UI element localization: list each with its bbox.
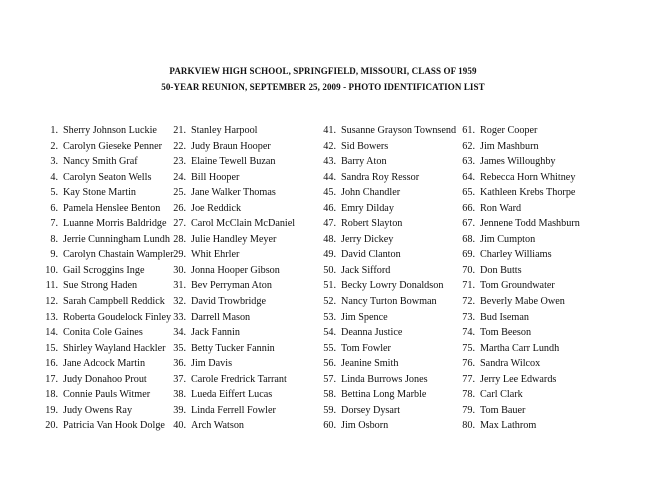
person-name: Connie Pauls Witmer bbox=[63, 389, 151, 401]
person-name: Sandra Wilcox bbox=[480, 358, 541, 370]
document-subtitle: 50-YEAR REUNION, SEPTEMBER 25, 2009 - PHOTO IDENTIFICATION LIST bbox=[161, 82, 485, 92]
person-name: Jim Cumpton bbox=[480, 233, 536, 245]
item-number: 50. bbox=[323, 264, 336, 276]
item-number: 30. bbox=[173, 264, 186, 276]
person-name: Tom Beeson bbox=[480, 327, 532, 339]
person-name: Bettina Long Marble bbox=[341, 389, 427, 401]
item-number: 31. bbox=[173, 280, 186, 292]
item-number: 29. bbox=[173, 249, 186, 261]
person-name: Judy Braun Hooper bbox=[191, 140, 271, 152]
person-name: Becky Lowry Donaldson bbox=[341, 280, 444, 292]
person-name: Susanne Grayson Townsend bbox=[341, 125, 457, 136]
person-name: Linda Ferrell Fowler bbox=[191, 404, 276, 416]
item-number: 49. bbox=[323, 249, 336, 261]
person-name: Nancy Turton Bowman bbox=[341, 296, 437, 308]
person-name: Jerry Lee Edwards bbox=[480, 373, 557, 385]
item-number: 23. bbox=[173, 156, 186, 168]
person-name: Carol McClain McDaniel bbox=[191, 218, 296, 230]
item-number: 63. bbox=[462, 156, 475, 168]
person-name: Roberta Goudelock Finley bbox=[63, 311, 172, 323]
person-name: Luanne Morris Baldridge bbox=[63, 218, 167, 230]
person-name: Jane Adcock Martin bbox=[63, 358, 146, 370]
item-number: 43. bbox=[323, 156, 336, 168]
item-number: 40. bbox=[173, 420, 186, 432]
person-name: Pamela Henslee Benton bbox=[63, 202, 161, 214]
item-number: 27. bbox=[173, 218, 186, 230]
person-name: Don Butts bbox=[480, 264, 522, 276]
person-name: Jane Walker Thomas bbox=[191, 187, 276, 199]
item-number: 68. bbox=[462, 233, 475, 245]
person-name: Max Lathrom bbox=[480, 420, 537, 432]
person-name: Bill Hooper bbox=[191, 171, 240, 183]
person-name: Whit Ehrler bbox=[191, 249, 240, 261]
person-name: Robert Slayton bbox=[341, 218, 403, 230]
item-number: 1. bbox=[50, 125, 58, 136]
person-name: Sarah Campbell Reddick bbox=[63, 296, 165, 308]
person-name: Tom Fowler bbox=[341, 342, 391, 354]
person-name: Jerrie Cunningham Lundh bbox=[63, 233, 170, 245]
item-number: 53. bbox=[323, 311, 336, 323]
item-number: 45. bbox=[323, 187, 336, 199]
person-name: Joe Reddick bbox=[191, 202, 242, 214]
item-number: 60. bbox=[323, 420, 336, 432]
item-number: 46. bbox=[323, 202, 336, 214]
item-number: 10. bbox=[45, 264, 58, 276]
person-name: Bud Iseman bbox=[480, 311, 529, 323]
item-number: 47. bbox=[323, 218, 336, 230]
person-name: Shirley Wayland Hackler bbox=[63, 342, 166, 354]
person-name: Nancy Smith Graf bbox=[63, 156, 138, 168]
item-number: 26. bbox=[173, 202, 186, 214]
item-number: 56. bbox=[323, 358, 336, 370]
item-number: 33. bbox=[173, 311, 186, 323]
person-name: Emry Dilday bbox=[341, 202, 394, 214]
item-number: 34. bbox=[173, 327, 186, 339]
item-number: 51. bbox=[323, 280, 336, 292]
person-name: Ron Ward bbox=[480, 202, 522, 214]
item-number: 54. bbox=[323, 327, 336, 339]
person-name: Conita Cole Gaines bbox=[63, 327, 143, 339]
person-name: Linda Burrows Jones bbox=[341, 373, 428, 385]
person-name: Arch Watson bbox=[191, 420, 245, 432]
item-number: 4. bbox=[50, 171, 58, 183]
person-name: Betty Tucker Fannin bbox=[191, 342, 275, 354]
item-number: 25. bbox=[173, 187, 186, 199]
item-number: 8. bbox=[50, 233, 58, 245]
person-name: Patricia Van Hook Dolge bbox=[63, 420, 165, 432]
item-number: 37. bbox=[173, 373, 186, 385]
person-name: Sid Bowers bbox=[341, 140, 389, 152]
item-number: 18. bbox=[45, 389, 58, 401]
person-name: Roger Cooper bbox=[480, 125, 538, 136]
person-name: Bev Perryman Aton bbox=[191, 280, 272, 292]
item-number: 74. bbox=[462, 327, 475, 339]
item-number: 6. bbox=[50, 202, 58, 214]
person-name: Jerry Dickey bbox=[341, 233, 394, 245]
person-name: Sherry Johnson Luckie bbox=[63, 125, 157, 136]
person-name: Jack Sifford bbox=[341, 264, 391, 276]
person-name: Charley Williams bbox=[480, 249, 552, 261]
item-number: 66. bbox=[462, 202, 475, 214]
item-number: 48. bbox=[323, 233, 336, 245]
person-name: Carole Fredrick Tarrant bbox=[191, 373, 287, 385]
item-number: 44. bbox=[323, 171, 336, 183]
item-number: 7. bbox=[50, 218, 58, 230]
person-name: Jeanine Smith bbox=[341, 358, 399, 370]
item-number: 21. bbox=[173, 125, 186, 136]
document-title: PARKVIEW HIGH SCHOOL, SPRINGFIELD, MISSOURI, CLASS OF 1959 bbox=[169, 66, 477, 76]
item-number: 59. bbox=[323, 404, 336, 416]
item-number: 76. bbox=[462, 358, 475, 370]
person-name: Tom Groundwater bbox=[480, 280, 555, 292]
person-name: Carolyn Gieseke Penner bbox=[63, 140, 163, 152]
item-number: 75. bbox=[462, 342, 475, 354]
item-number: 72. bbox=[462, 296, 475, 308]
item-number: 13. bbox=[45, 311, 58, 323]
item-number: 41. bbox=[323, 125, 336, 136]
person-name: Barry Aton bbox=[341, 156, 387, 168]
item-number: 11. bbox=[45, 280, 58, 292]
item-number: 22. bbox=[173, 140, 186, 152]
item-number: 61. bbox=[462, 125, 475, 136]
item-number: 5. bbox=[50, 187, 58, 199]
item-number: 32. bbox=[173, 296, 186, 308]
item-number: 71. bbox=[462, 280, 475, 292]
item-number: 28. bbox=[173, 233, 186, 245]
person-name: Jack Fannin bbox=[191, 327, 240, 339]
person-name: John Chandler bbox=[341, 187, 401, 199]
person-name: Jim Mashburn bbox=[480, 140, 539, 152]
person-name: Jim Spence bbox=[341, 311, 388, 323]
person-name: Kay Stone Martin bbox=[63, 187, 136, 199]
item-number: 80. bbox=[462, 420, 475, 432]
person-name: Jim Davis bbox=[191, 358, 233, 370]
person-name: Sue Strong Haden bbox=[63, 280, 138, 292]
person-name: Rebecca Horn Whitney bbox=[480, 171, 576, 183]
person-name: Sandra Roy Ressor bbox=[341, 171, 420, 183]
item-number: 9. bbox=[50, 249, 58, 261]
item-number: 52. bbox=[323, 296, 336, 308]
person-name: Elaine Tewell Buzan bbox=[191, 156, 276, 168]
item-number: 24. bbox=[173, 171, 186, 183]
person-name: Darrell Mason bbox=[191, 311, 251, 323]
item-number: 12. bbox=[45, 296, 58, 308]
item-number: 2. bbox=[50, 140, 58, 152]
item-number: 3. bbox=[50, 156, 58, 168]
person-name: Jennene Todd Mashburn bbox=[480, 218, 580, 230]
item-number: 17. bbox=[45, 373, 58, 385]
person-name: Stanley Harpool bbox=[191, 125, 258, 136]
item-number: 38. bbox=[173, 389, 186, 401]
person-name: Judy Donahoo Prout bbox=[63, 373, 147, 385]
item-number: 79. bbox=[462, 404, 475, 416]
item-number: 67. bbox=[462, 218, 475, 230]
person-name: Jonna Hooper Gibson bbox=[191, 264, 280, 276]
item-number: 20. bbox=[45, 420, 58, 432]
item-number: 73. bbox=[462, 311, 475, 323]
document-header bbox=[0, 63, 646, 95]
item-number: 57. bbox=[323, 373, 336, 385]
person-name: Carolyn Seaton Wells bbox=[63, 171, 152, 183]
item-number: 36. bbox=[173, 358, 186, 370]
person-name: Jim Osborn bbox=[341, 420, 389, 432]
person-name: Judy Owens Ray bbox=[63, 404, 133, 416]
person-name: Carolyn Chastain Wampler bbox=[63, 249, 174, 261]
item-number: 64. bbox=[462, 171, 475, 183]
item-number: 16. bbox=[45, 358, 58, 370]
item-number: 69. bbox=[462, 249, 475, 261]
item-number: 77. bbox=[462, 373, 475, 385]
item-number: 58. bbox=[323, 389, 336, 401]
item-number: 39. bbox=[173, 404, 186, 416]
person-name: Martha Carr Lundh bbox=[480, 342, 560, 354]
person-name: Deanna Justice bbox=[341, 327, 403, 339]
item-number: 19. bbox=[45, 404, 58, 416]
item-number: 70. bbox=[462, 264, 475, 276]
item-number: 15. bbox=[45, 342, 58, 354]
person-name: Julie Handley Meyer bbox=[191, 233, 277, 245]
item-number: 55. bbox=[323, 342, 336, 354]
person-name: David Clanton bbox=[341, 249, 401, 261]
person-name: Carl Clark bbox=[480, 389, 523, 401]
item-number: 35. bbox=[173, 342, 186, 354]
person-name: Kathleen Krebs Thorpe bbox=[480, 187, 576, 199]
item-number: 14. bbox=[45, 327, 58, 339]
person-name: Dorsey Dysart bbox=[341, 404, 401, 416]
item-number: 65. bbox=[462, 187, 475, 199]
item-number: 78. bbox=[462, 389, 475, 401]
person-name: Lueda Eiffert Lucas bbox=[191, 389, 273, 401]
person-name: Gail Scroggins Inge bbox=[63, 264, 145, 276]
person-name: David Trowbridge bbox=[191, 296, 266, 308]
item-number: 42. bbox=[323, 140, 336, 152]
person-name: Beverly Mabe Owen bbox=[480, 296, 565, 308]
person-name: Tom Bauer bbox=[480, 404, 526, 416]
person-name: James Willoughby bbox=[480, 156, 556, 168]
item-number: 62. bbox=[462, 140, 475, 152]
